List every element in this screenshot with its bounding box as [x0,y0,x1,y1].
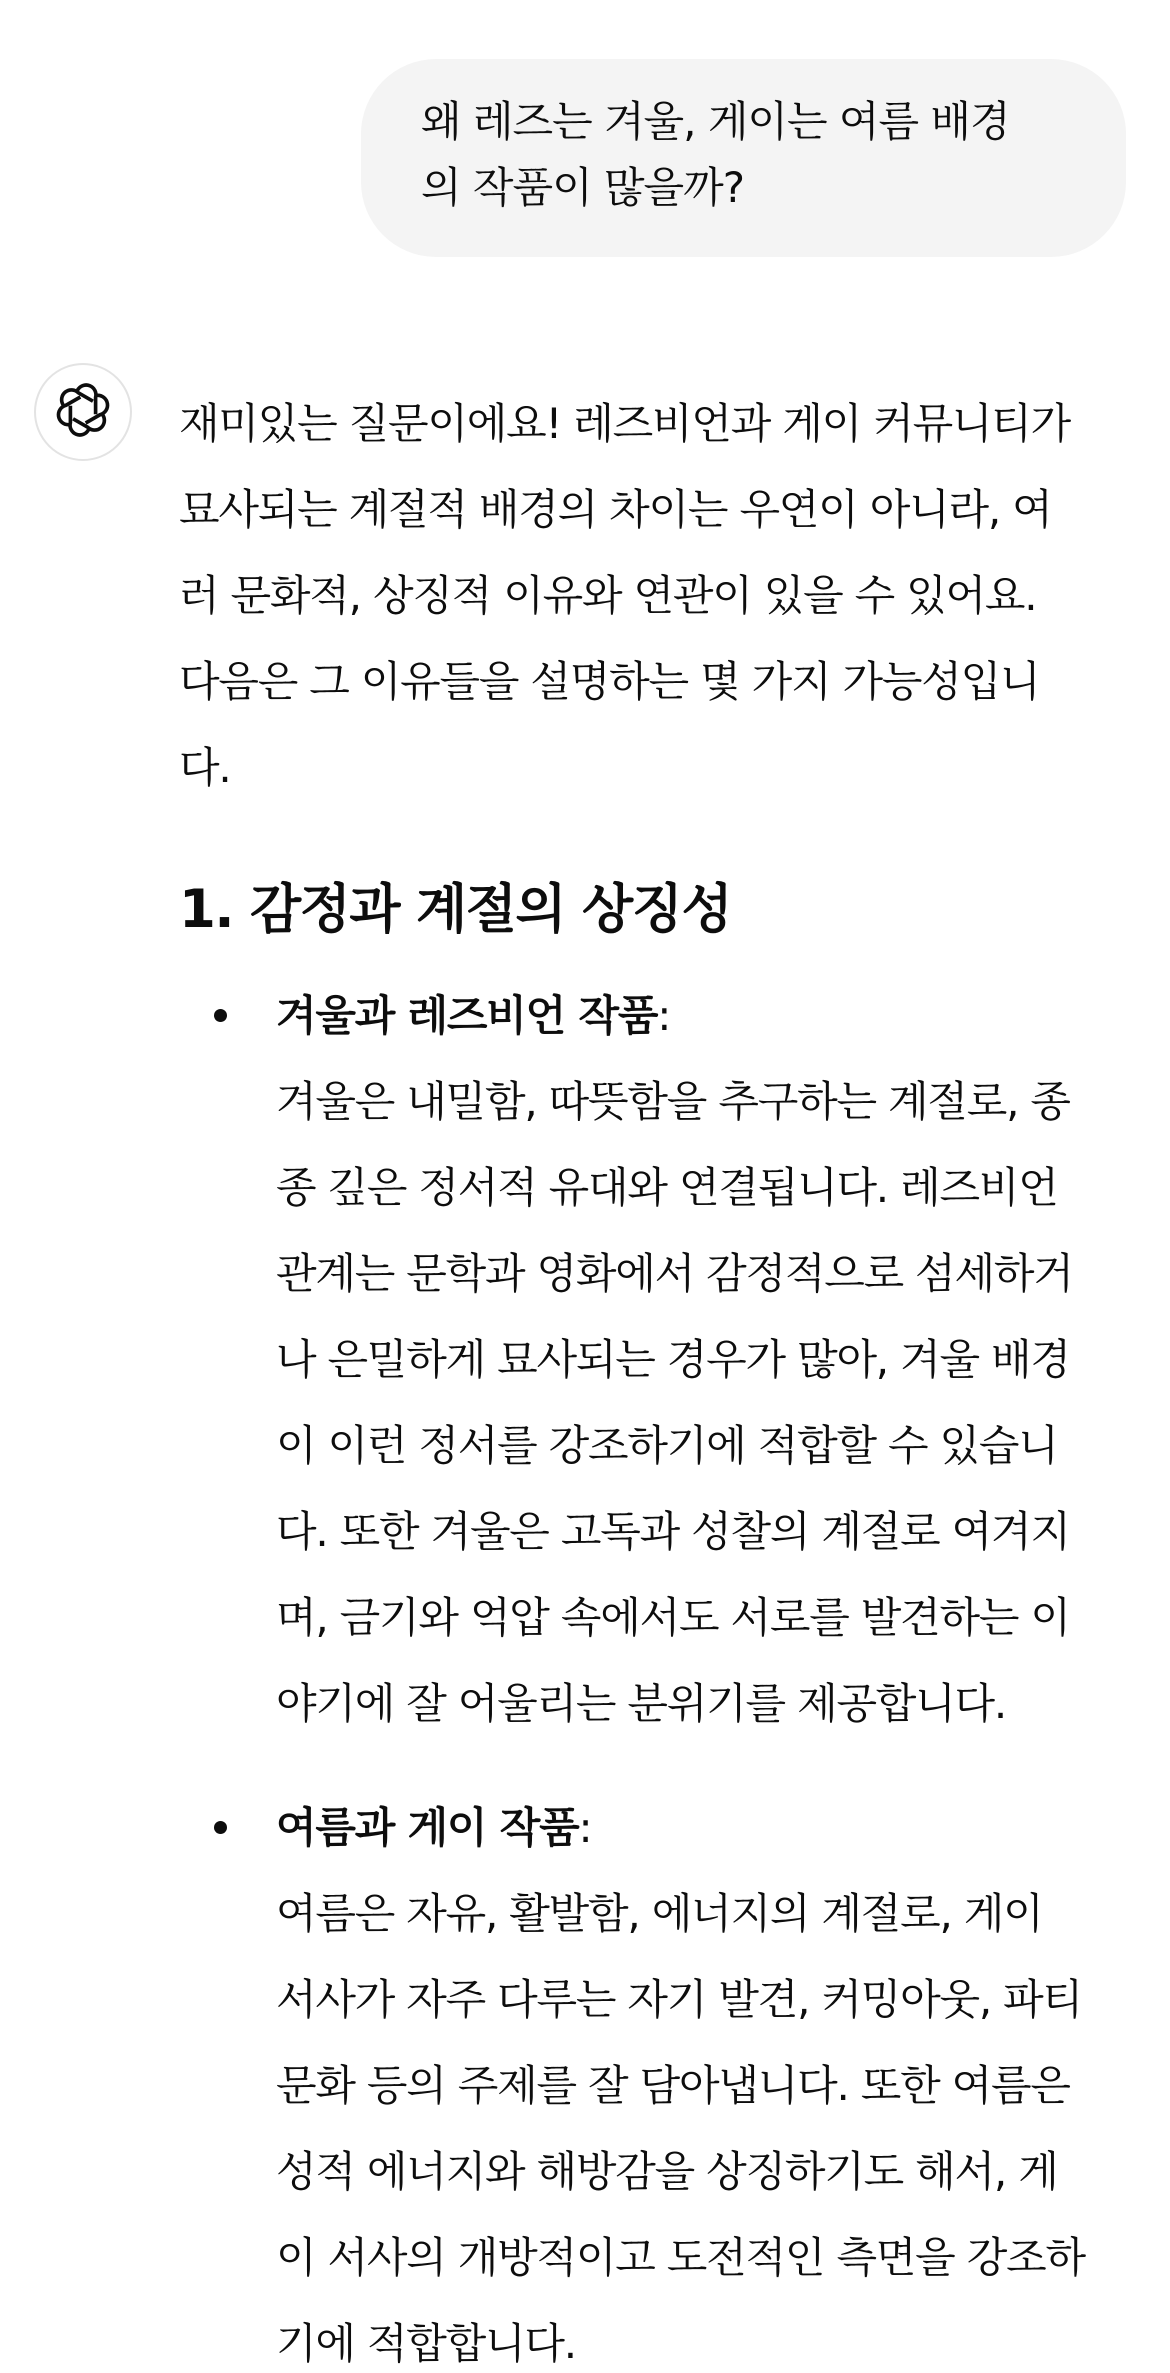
assistant-avatar [34,363,132,461]
assistant-message-content [179,381,1144,2373]
section-heading: 1. 감정과 계절의 상징성 [179,879,732,940]
list-item-title: 여름과 게이 작품 [276,1803,579,1852]
user-message-bubble: 왜 레즈는 겨울, 게이는 여름 배경 의 작품이 많을까? [361,59,1126,257]
openai-logo-icon [55,382,111,442]
list-item-colon: : [657,991,671,1040]
bullet-list [179,973,1144,2373]
list-item-colon: : [578,1803,592,1852]
list-item-body: 겨울은 내밀함, 따뜻함을 추구하는 계절로, 종 종 깊은 정서적 유대와 연결됩니다. 레즈비언 관계는 문학과 영화에서 감정적으로 섬세하거 나 은밀하게 묘사되는 경우가 많아, 겨울 배경 이 이런 정서를 강조하기에 적합할 수 있습니 다. 또한 겨울은 고독과 성찰의 계절로 여겨지 며, 금기와 억압 속에서도 서로를 발견하는 이 야기에 잘 어울리는 분위기를 제공합니다. [276,1077,1073,1728]
list-item-heading [276,973,1144,1059]
intro-paragraph: 재미있는 질문이에요! 레즈비언과 게이 커뮤니티가 묘사되는 계절적 배경의 차이는 우연이 아니라, 여 러 문화적, 상징적 이유와 연관이 있을 수 있어요. 다음은 그 이유들을 설명하는 몇 가지 가능성입니 다. [179,399,1071,792]
list-item [179,973,1144,1747]
bullet-dot [214,1009,227,1022]
list-item-heading [276,1785,1144,1871]
list-item [179,1785,1144,2373]
list-item-body: 여름은 자유, 활발함, 에너지의 계절로, 게이 서사가 자주 다루는 자기 발견, 커밍아웃, 파티 문화 등의 주제를 잘 담아냅니다. 또한 여름은 성적 에너지와 해방감을 상징하기도 해서, 게 이 서사의 개방적이고 도전적인 측면을 강조하 기에 적합합니다. [276,1889,1085,2368]
user-message-row [361,59,1126,257]
bullet-dot [214,1821,227,1834]
list-item-title: 겨울과 레즈비언 작품 [276,991,658,1040]
